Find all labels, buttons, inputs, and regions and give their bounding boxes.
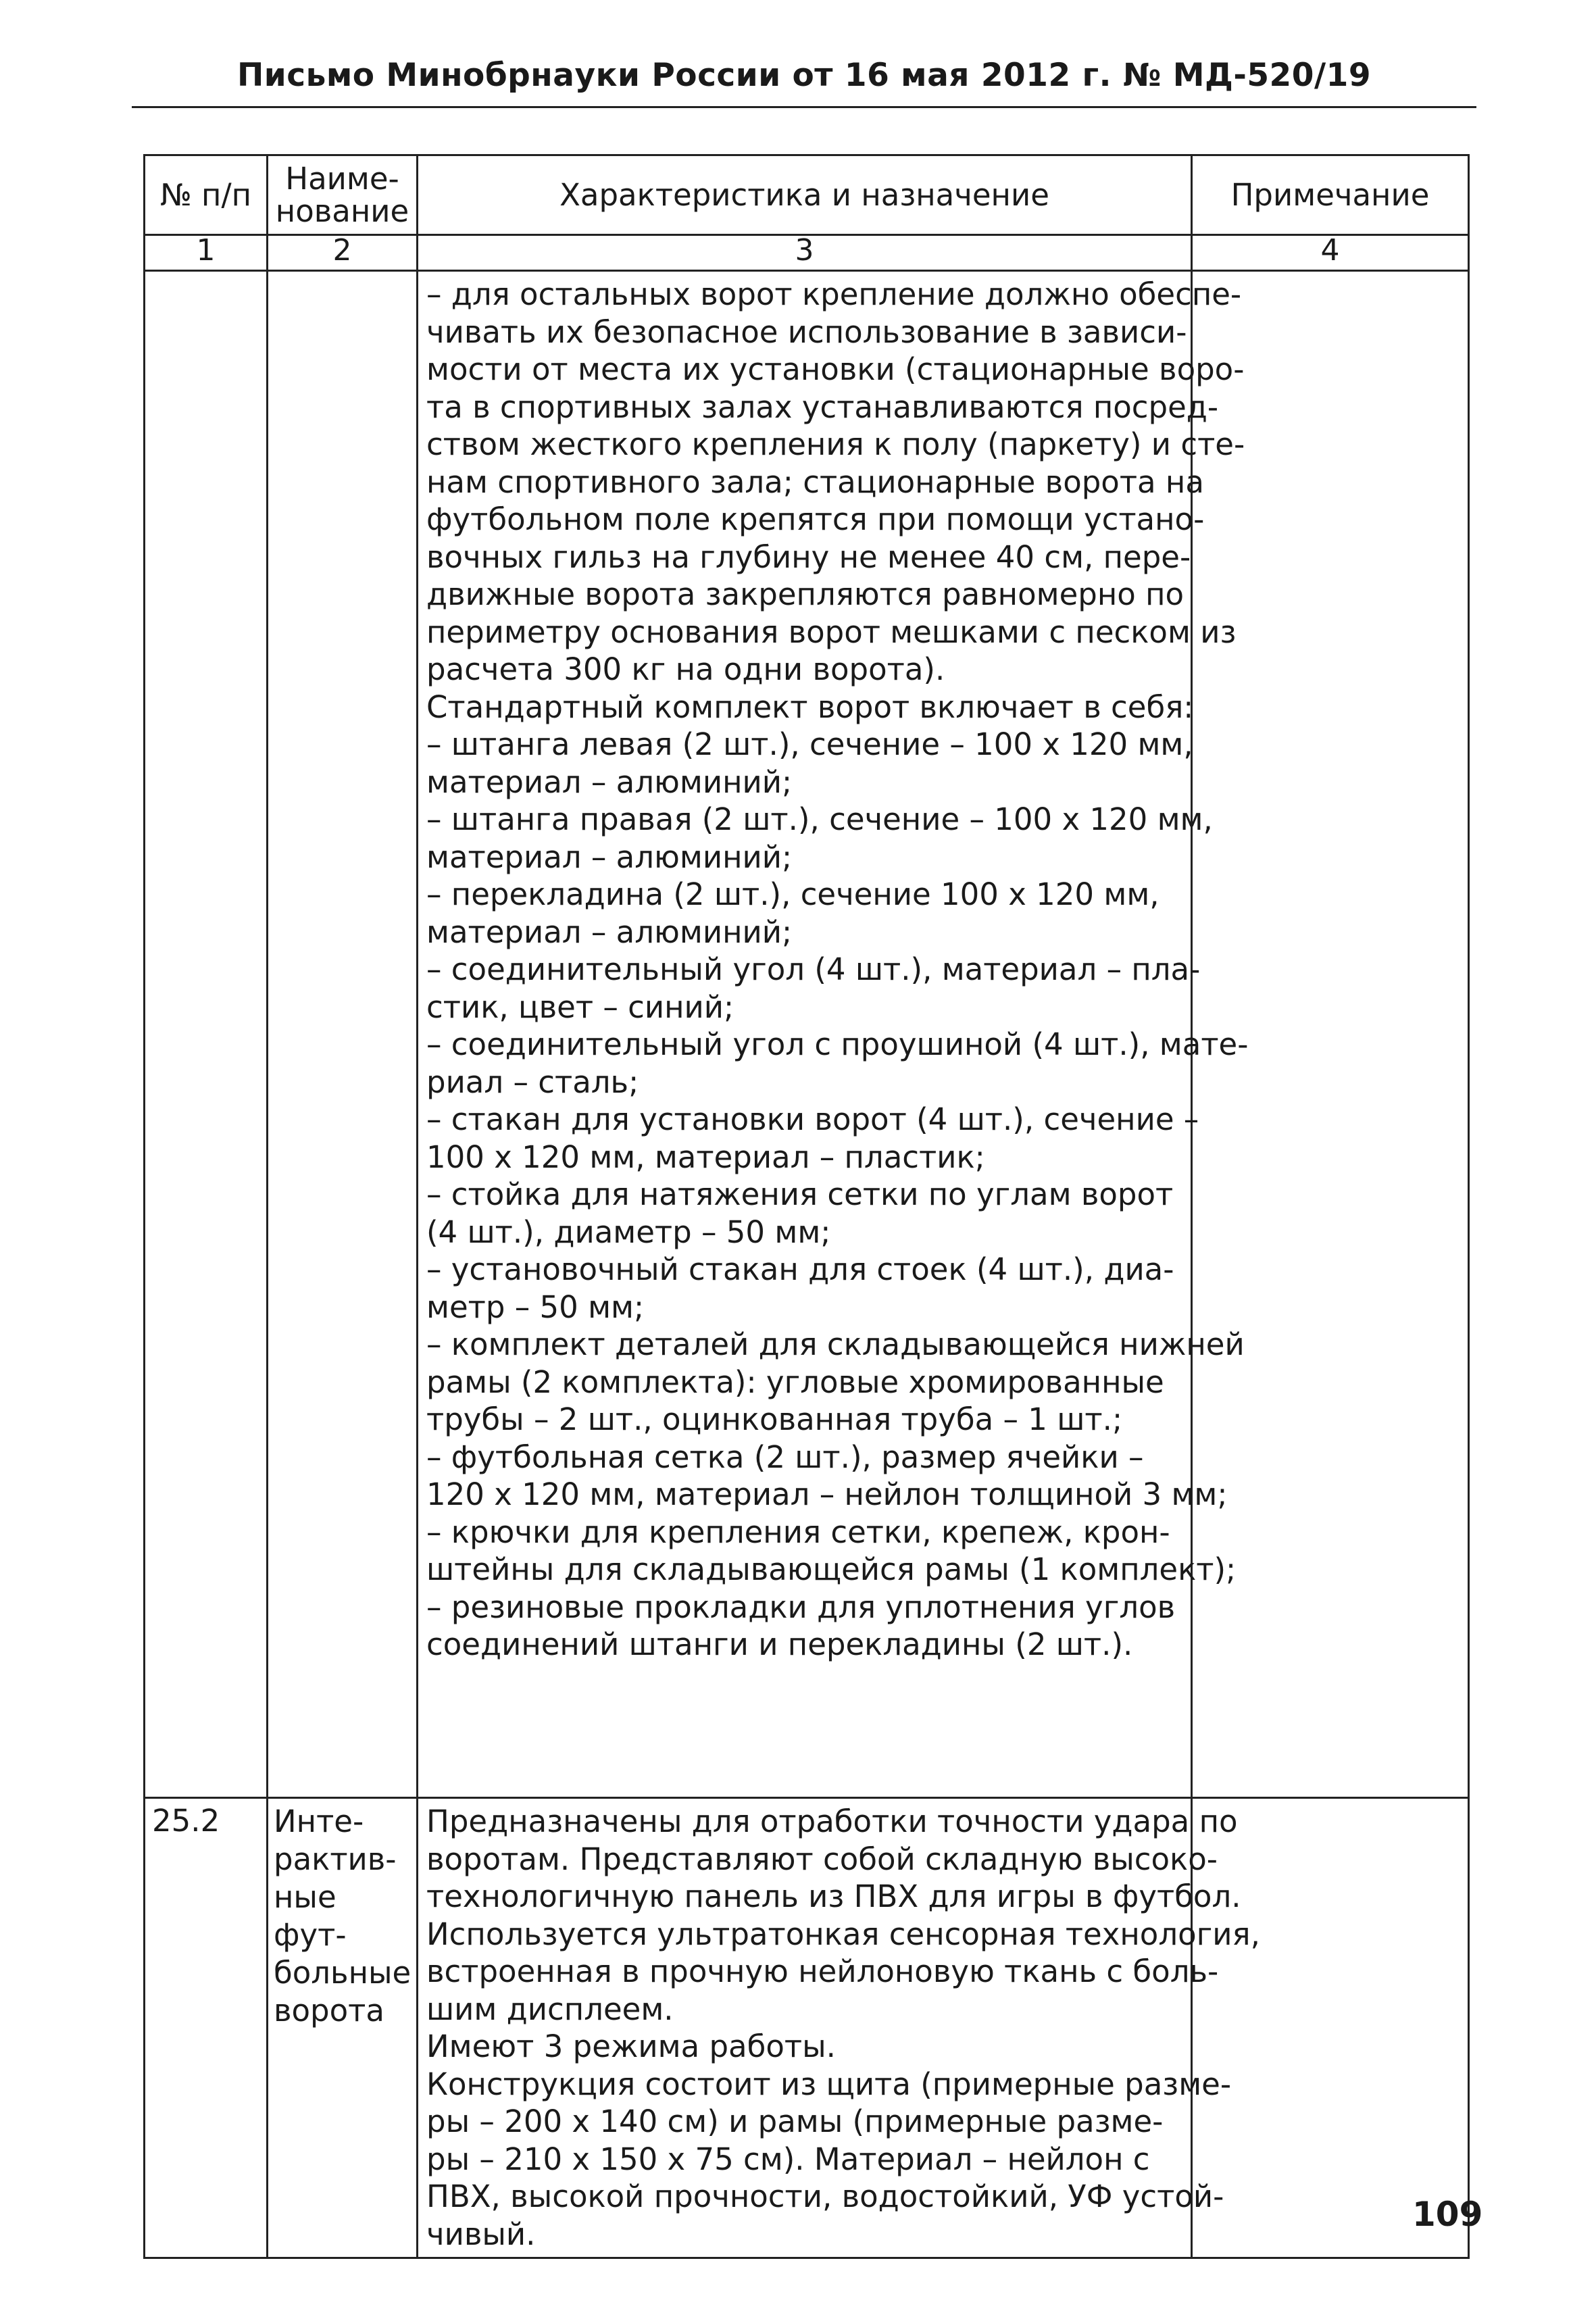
col-number-1: 1: [145, 235, 268, 271]
text-line: – футбольная сетка (2 шт.), размер ячейки –: [426, 1439, 1144, 1475]
table-row: [145, 271, 1469, 1798]
text-line: рамы (2 комплекта): угловые хромированные: [426, 1364, 1164, 1400]
row1-number-cell: [145, 271, 268, 1798]
text-line: – резиновые прокладки для уплотнения углов: [426, 1589, 1176, 1625]
header-name-line-1: Наиме-: [285, 161, 399, 197]
text-line: воротам. Представляют собой складную высоко-: [426, 1841, 1218, 1877]
col-number-2: 2: [268, 235, 418, 271]
text-line: – стакан для установки ворот (4 шт.), сечение –: [426, 1101, 1199, 1137]
text-line: мости от места их установки (стационарные воро-: [426, 351, 1245, 387]
text-line: материал – алюминий;: [426, 914, 793, 950]
text-line: трубы – 2 шт., оцинкованная труба – 1 шт.;: [426, 1401, 1123, 1437]
text-line: – штанга правая (2 шт.), сечение – 100 х 120 мм,: [426, 801, 1213, 837]
text-line: – установочный стакан для стоек (4 шт.), диа-: [426, 1251, 1174, 1287]
text-line: ством жесткого крепления к полу (паркету) и сте-: [426, 426, 1245, 462]
row2-name-cell: [268, 1798, 418, 2258]
name-line: ворота: [274, 1993, 384, 2028]
text-line: движные ворота закрепляются равномерно по: [426, 576, 1184, 612]
text-line: Используется ультратонкая сенсорная технология,: [426, 1916, 1260, 1952]
name-line: фут-: [274, 1917, 347, 1953]
text-line: – для остальных ворот крепление должно обеспе-: [426, 276, 1242, 312]
text-line: та в спортивных залах устанавливаются посред-: [426, 389, 1219, 425]
text-line: – штанга левая (2 шт.), сечение – 100 х 120 мм,: [426, 726, 1193, 762]
page-number: 109: [1412, 2195, 1483, 2234]
text-line: чивый.: [426, 2216, 536, 2252]
text-line: чивать их безопасное использование в зависи-: [426, 314, 1187, 350]
text-line: ПВХ, высокой прочности, водостойкий, УФ устой-: [426, 2179, 1224, 2214]
text-line: Стандартный комплект ворот включает в себя:: [426, 689, 1194, 725]
text-line: – стойка для натяжения сетки по углам ворот: [426, 1176, 1174, 1212]
text-line: Имеют 3 режима работы.: [426, 2028, 836, 2064]
text-line: встроенная в прочную нейлоновую ткань с боль-: [426, 1953, 1219, 1989]
header-name-line-2: нование: [275, 193, 409, 229]
text-line: – соединительный угол (4 шт.), материал – пла-: [426, 951, 1201, 987]
row2-number-cell: 25.2: [145, 1798, 268, 2258]
name-line: рактив-: [274, 1841, 397, 1877]
text-line: стик, цвет – синий;: [426, 989, 734, 1025]
text-line: – крючки для крепления сетки, крепеж, крон-: [426, 1514, 1170, 1550]
row2-note-cell: [1192, 1798, 1469, 2258]
text-line: нам спортивного зала; стационарные ворота на: [426, 464, 1204, 500]
header-cell-note: Примечание: [1192, 155, 1469, 235]
text-line: материал – алюминий;: [426, 764, 793, 800]
text-line: штейны для складывающейся рамы (1 комплект);: [426, 1551, 1237, 1587]
text-line: расчета 300 кг на одни ворота).: [426, 651, 945, 687]
text-line: (4 шт.), диаметр – 50 мм;: [426, 1214, 831, 1250]
text-line: вочных гильз на глубину не менее 40 см, пере-: [426, 539, 1191, 575]
text-line: технологичную панель из ПВХ для игры в футбол.: [426, 1878, 1241, 1914]
text-line: Предназначены для отработки точности удара по: [426, 1803, 1238, 1839]
text-line: 120 х 120 мм, материал – нейлон толщиной 3 мм;: [426, 1476, 1228, 1512]
header-cell-number: № п/п: [145, 155, 268, 235]
header-cell-name: [268, 155, 418, 235]
header-divider: [132, 106, 1476, 108]
text-line: – соединительный угол с проушиной (4 шт.), мате-: [426, 1026, 1249, 1062]
row2-characteristics-cell: [418, 1798, 1260, 2258]
text-line: 100 х 120 мм, материал – пластик;: [426, 1139, 985, 1175]
text-line: метр – 50 мм;: [426, 1289, 645, 1325]
text-line: материал – алюминий;: [426, 839, 793, 875]
text-line: риал – сталь;: [426, 1064, 639, 1100]
text-line: – перекладина (2 шт.), сечение 100 х 120 мм,: [426, 876, 1159, 912]
row1-name-cell: [268, 271, 418, 1798]
row1-characteristics-cell: [418, 271, 1249, 1798]
col-number-3: 3: [418, 235, 1192, 271]
name-line: больные: [274, 1955, 412, 1991]
name-line: Инте-: [274, 1803, 364, 1839]
text-line: ры – 210 х 150 х 75 см). Материал – нейлон с: [426, 2141, 1150, 2177]
specification-table: [143, 154, 1470, 2259]
text-line: – комплект деталей для складывающейся нижней: [426, 1326, 1245, 1362]
name-line: ные: [274, 1879, 336, 1915]
text-line: шим дисплеем.: [426, 1991, 674, 2027]
text-line: соединений штанги и перекладины (2 шт.).: [426, 1626, 1133, 1662]
col-number-4: 4: [1192, 235, 1469, 271]
table-row: [145, 1798, 1469, 2258]
text-line: футбольном поле крепятся при помощи устано-: [426, 501, 1205, 537]
text-line: Конструкция состоит из щита (примерные разме-: [426, 2066, 1232, 2102]
page-header-title: Письмо Минобрнауки России от 16 мая 2012 г. № МД-520/19: [236, 57, 1372, 94]
text-line: периметру основания ворот мешками с песком из: [426, 614, 1237, 650]
table-header-row: [145, 155, 1469, 235]
text-line: ры – 200 х 140 см) и рамы (примерные разме-: [426, 2104, 1164, 2139]
column-number-row: [145, 235, 1469, 271]
header-cell-characteristics: Характеристика и назначение: [418, 155, 1192, 235]
